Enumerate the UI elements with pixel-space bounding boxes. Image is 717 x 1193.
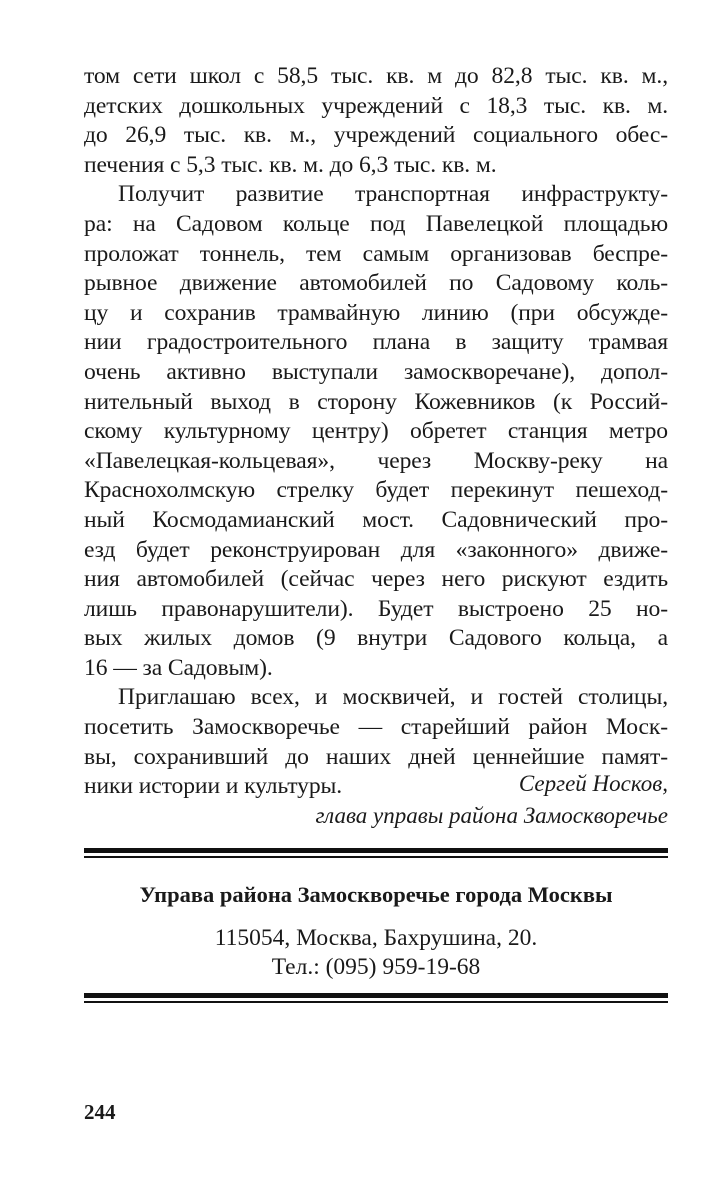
page-number: 244 xyxy=(84,1100,116,1124)
text-line: скому культурному центру) обретет станция метро xyxy=(84,418,668,445)
text-line: вых жилых домов (9 внутри Садового кольца, а xyxy=(84,625,668,652)
divider-thick-line xyxy=(84,993,668,998)
organization-name: Управа района Замоскворечье города Москвы xyxy=(139,882,613,907)
text-line: Приглашаю всех, и москвичей, и гостей столицы, xyxy=(118,684,668,711)
text-line: детских дошкольных учреждений с 18,3 тыс. кв. м. xyxy=(84,92,668,119)
text-line: «Павелецкая-кольцевая», через Москву-реку на xyxy=(84,447,668,474)
text-line: ный Космодамианский мост. Садовнический про- xyxy=(84,506,668,533)
text-line: езд будет реконструирован для «законного» движе- xyxy=(84,536,668,563)
article-body xyxy=(84,62,668,802)
organization-phone: Тел.: (095) 959-19-68 xyxy=(271,954,481,980)
text-line: ния автомобилей (сейчас через него рискуют ездить xyxy=(84,566,668,593)
text-line: рывное движение автомобилей по Садовому коль- xyxy=(84,270,668,297)
bottom-divider xyxy=(84,993,668,1003)
text-line: Получит развитие транспортная инфраструкту- xyxy=(118,181,668,208)
text-line: ра: на Садовом кольце под Павелецкой площадью xyxy=(84,210,668,237)
text-line: нительный выход в сторону Кожевников (к Россий- xyxy=(84,388,668,415)
text-line: том сети школ с 58,5 тыс. кв. м до 82,8 тыс. кв. м., xyxy=(84,63,668,89)
text-line: печения с 5,3 тыс. кв. м. до 6,3 тыс. кв. м. xyxy=(84,151,497,178)
author-name: Сергей Носков, xyxy=(518,771,668,796)
text-line: вы, сохранивший до наших дней ценнейшие памят- xyxy=(84,743,668,770)
text-line: до 26,9 тыс. кв. м., учреждений социального обес- xyxy=(84,122,668,149)
divider-thin-line xyxy=(84,856,668,858)
text-line: нии градостроительного плана в защиту трамвая xyxy=(84,329,668,356)
organization-address: 115054, Москва, Бахрушина, 20. xyxy=(214,925,538,951)
text-line: цу и сохранив трамвайную линию (при обсужде- xyxy=(84,299,668,326)
text-line: лишь правонарушители). Будет выстроено 25 но- xyxy=(84,595,668,622)
divider-thick-line xyxy=(84,848,668,853)
author-signature xyxy=(84,768,668,832)
author-title: глава управы района Замоскворечье xyxy=(315,803,668,828)
text-line: посетить Замоскворечье — старейший район Моск- xyxy=(84,714,668,741)
paragraph-1 xyxy=(84,62,668,180)
contact-block xyxy=(84,880,668,982)
text-line: очень активно выступали замоскворечане), допол- xyxy=(84,358,668,385)
divider-thin-line xyxy=(84,1001,668,1003)
text-line: 16 — за Садовым). xyxy=(84,654,273,681)
text-line: ники истории и культуры. xyxy=(84,773,343,800)
text-line: Краснохолмскую стрелку будет перекинут пешеход- xyxy=(84,477,668,504)
paragraph-2 xyxy=(84,180,668,683)
top-divider xyxy=(84,848,668,858)
text-line: проложат тоннель, тем самым организовав беспре- xyxy=(84,240,668,267)
